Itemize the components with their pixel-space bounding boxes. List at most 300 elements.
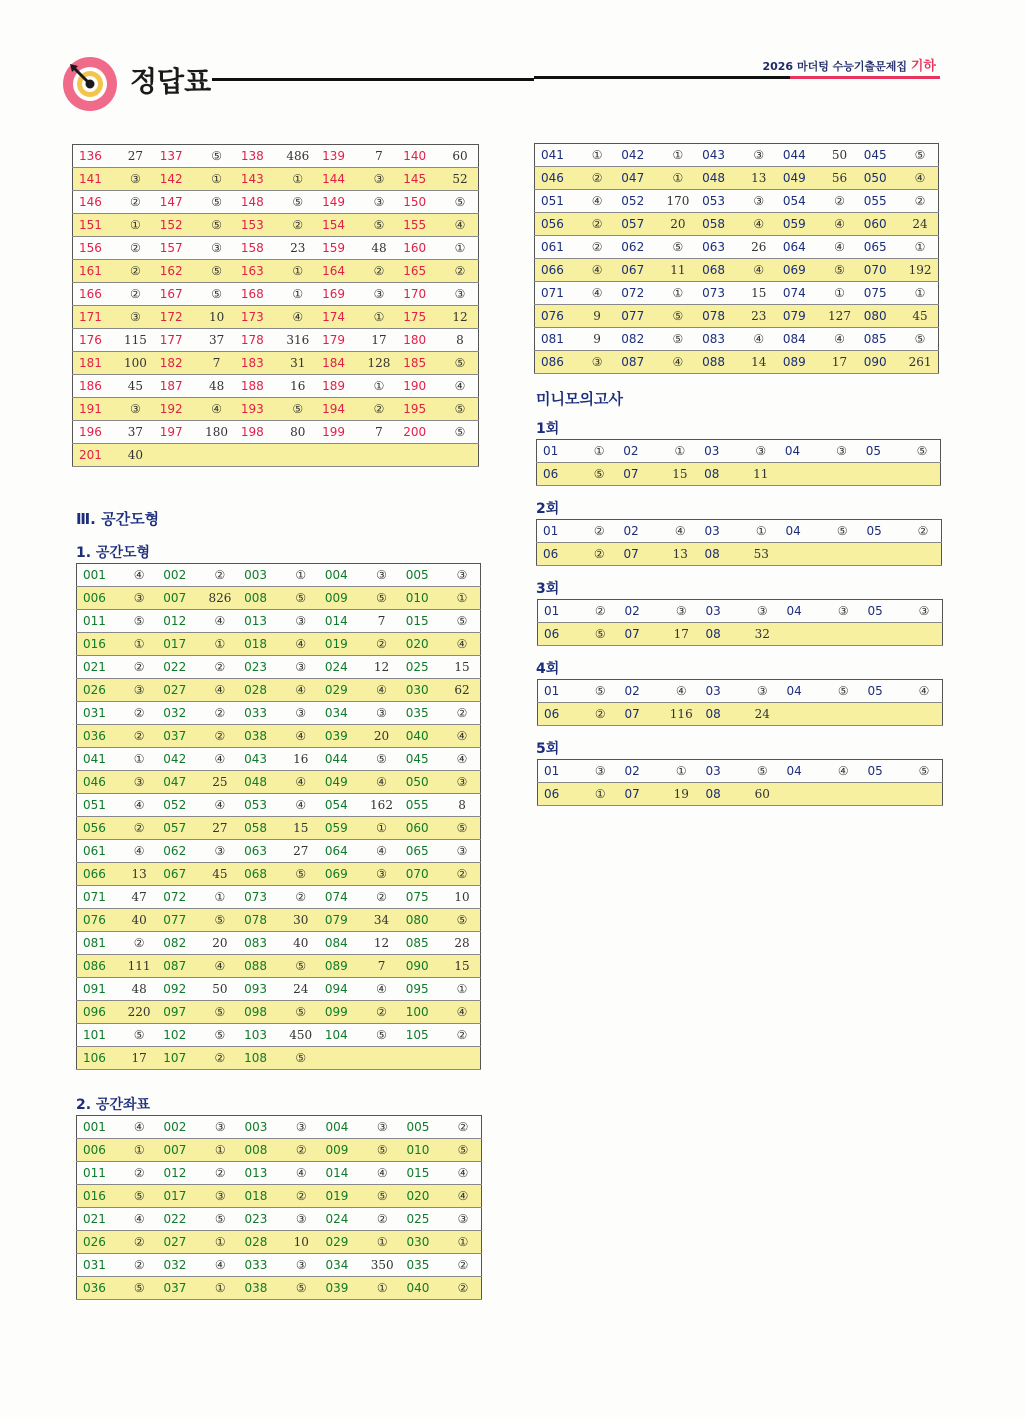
book-name: 마더텅 수능기출문제집 [796, 60, 908, 73]
question-number: 063 [238, 840, 282, 863]
answer-value: ① [579, 144, 615, 167]
question-number: 149 [316, 191, 361, 214]
answer-value: ③ [121, 771, 157, 794]
answer-value: ④ [363, 978, 399, 1001]
question-number: 058 [696, 213, 740, 236]
table-row [77, 725, 481, 748]
question-number: 015 [400, 1162, 445, 1185]
question-number: 053 [238, 794, 282, 817]
answer-value: ② [283, 1185, 319, 1208]
answer-value: ② [202, 1162, 238, 1185]
question-number: 060 [858, 213, 902, 236]
question-number: 089 [319, 955, 363, 978]
question-number: 003 [238, 564, 282, 587]
question-number: 04 [779, 440, 823, 463]
answer-value: ③ [444, 564, 480, 587]
question-number: 108 [238, 1047, 282, 1070]
question-number: 174 [316, 306, 361, 329]
table-row [535, 259, 939, 282]
question-number: 178 [235, 329, 280, 352]
answer-value: ④ [444, 633, 480, 656]
answer-value: 50 [202, 978, 238, 1001]
table-row [77, 1139, 482, 1162]
table-row [73, 421, 479, 444]
answer-value [824, 543, 860, 566]
question-number: 021 [77, 1208, 122, 1231]
answer-value: ⑤ [198, 145, 235, 168]
answer-value: ③ [743, 440, 779, 463]
question-number: 059 [777, 213, 821, 236]
answer-value: ② [121, 1162, 157, 1185]
answer-value: ⑤ [660, 305, 696, 328]
question-number: 042 [157, 748, 201, 771]
answer-value: ④ [442, 375, 479, 398]
table-row [73, 214, 479, 237]
answer-value: ② [121, 1231, 157, 1254]
book-title [740, 55, 936, 74]
question-number: 037 [157, 1277, 202, 1300]
question-number: 073 [696, 282, 740, 305]
answer-value: ④ [202, 610, 238, 633]
answer-value: ① [280, 283, 317, 306]
answer-value: 15 [444, 955, 480, 978]
question-number: 007 [157, 1139, 202, 1162]
question-number: 199 [316, 421, 361, 444]
question-number: 01 [537, 440, 581, 463]
table-row [535, 282, 939, 305]
question-number: 079 [319, 909, 363, 932]
answer-table-space-figure [76, 563, 481, 1070]
question-number: 023 [238, 1208, 283, 1231]
question-number: 014 [319, 610, 363, 633]
question-number: 03 [699, 760, 744, 783]
question-number: 022 [157, 656, 201, 679]
question-number: 008 [238, 587, 282, 610]
answer-value: ④ [825, 760, 861, 783]
question-number: 084 [777, 328, 821, 351]
question-number: 173 [235, 306, 280, 329]
answer-value: ② [202, 564, 238, 587]
answer-value: ② [117, 191, 154, 214]
question-number: 05 [860, 440, 904, 463]
question-number: 081 [77, 932, 121, 955]
question-number: 016 [77, 1185, 122, 1208]
answer-value [198, 444, 235, 467]
answer-value: 20 [660, 213, 696, 236]
answer-value: ① [202, 1231, 238, 1254]
question-number: 074 [319, 886, 363, 909]
question-number: 186 [73, 375, 118, 398]
table-row [538, 600, 943, 623]
question-number: 169 [316, 283, 361, 306]
answer-value: ⑤ [660, 236, 696, 259]
question-number: 066 [535, 259, 579, 282]
answer-value: 40 [117, 444, 154, 467]
table-row [535, 351, 939, 374]
question-number: 079 [777, 305, 821, 328]
question-number: 060 [400, 817, 444, 840]
question-number: 02 [618, 760, 663, 783]
question-number: 172 [154, 306, 199, 329]
question-number: 176 [73, 329, 118, 352]
answer-value: 316 [280, 329, 317, 352]
answer-value: ③ [117, 306, 154, 329]
question-number: 091 [77, 978, 121, 1001]
question-number: 003 [238, 1116, 283, 1139]
answer-value: ② [579, 213, 615, 236]
question-number: 04 [780, 600, 825, 623]
mini-exam-round-3-title: 3회 [536, 581, 560, 597]
answer-value: ② [363, 633, 399, 656]
answer-value: 116 [663, 703, 699, 726]
question-number: 200 [397, 421, 442, 444]
question-number: 080 [400, 909, 444, 932]
answer-value: ④ [444, 1001, 480, 1024]
answer-value: ② [283, 886, 319, 909]
question-number: 032 [157, 1254, 202, 1277]
answer-value: 9 [579, 305, 615, 328]
answer-value: ① [445, 1231, 482, 1254]
table-row [77, 1231, 482, 1254]
answer-value: ① [361, 306, 398, 329]
question-number: 155 [397, 214, 442, 237]
answer-value: ② [283, 1139, 319, 1162]
answer-value: ② [581, 520, 617, 543]
question-number: 01 [538, 600, 583, 623]
answer-value: ③ [202, 1185, 238, 1208]
answer-value: ④ [579, 259, 615, 282]
answer-value: ④ [662, 520, 698, 543]
question-number: 07 [617, 463, 661, 486]
answer-value: 60 [442, 145, 479, 168]
answer-value: ④ [202, 748, 238, 771]
question-number: 097 [157, 1001, 201, 1024]
question-number: 004 [319, 564, 363, 587]
answer-value: ③ [906, 600, 943, 623]
answer-value: ① [743, 520, 779, 543]
answer-value: ⑤ [660, 328, 696, 351]
answer-value: ④ [280, 306, 317, 329]
question-number: 086 [77, 955, 121, 978]
question-number: 168 [235, 283, 280, 306]
question-number: 163 [235, 260, 280, 283]
answer-value: ⑤ [121, 1277, 157, 1300]
question-number: 047 [615, 167, 659, 190]
question-number: 024 [319, 1208, 364, 1231]
answer-value: ② [121, 656, 157, 679]
question-number: 162 [154, 260, 199, 283]
answer-value: 20 [202, 932, 238, 955]
question-number: 141 [73, 168, 118, 191]
answer-value: ⑤ [582, 623, 618, 646]
answer-value: ② [361, 260, 398, 283]
question-number: 019 [319, 1185, 364, 1208]
answer-value: ③ [283, 610, 319, 633]
answer-value: ② [121, 1254, 157, 1277]
answer-value: ④ [579, 282, 615, 305]
question-number: 152 [154, 214, 199, 237]
question-number: 197 [154, 421, 199, 444]
table-row [77, 817, 481, 840]
table-row [77, 1047, 481, 1070]
answer-value: ③ [579, 351, 615, 374]
question-number: 009 [319, 1139, 364, 1162]
question-number: 08 [699, 783, 744, 806]
answer-value: 192 [902, 259, 938, 282]
question-number: 031 [77, 702, 121, 725]
question-number [235, 444, 280, 467]
answer-value: 27 [283, 840, 319, 863]
table-row [77, 633, 481, 656]
question-number: 043 [238, 748, 282, 771]
table-row [535, 167, 939, 190]
question-number: 069 [319, 863, 363, 886]
mini-exam-round-2-title: 2회 [536, 501, 560, 517]
answer-value: ⑤ [442, 398, 479, 421]
question-number: 030 [400, 1231, 445, 1254]
answer-value: 23 [280, 237, 317, 260]
answer-value: ④ [902, 167, 938, 190]
answer-value: ⑤ [198, 214, 235, 237]
question-number: 158 [235, 237, 280, 260]
answer-value: ① [442, 237, 479, 260]
question-number: 041 [77, 748, 121, 771]
answer-value: ⑤ [121, 1185, 157, 1208]
answer-value: ④ [444, 725, 480, 748]
answer-value: ⑤ [198, 191, 235, 214]
table-row [77, 587, 481, 610]
table-row [73, 283, 479, 306]
mini-exam-round-5-title: 5회 [536, 741, 560, 757]
answer-value: 13 [662, 543, 698, 566]
answer-value: 261 [902, 351, 938, 374]
answer-value: ④ [821, 213, 857, 236]
answer-value: ③ [444, 771, 480, 794]
mini-exam-round-3-table [537, 599, 943, 646]
question-number: 002 [157, 1116, 202, 1139]
answer-value: 60 [744, 783, 780, 806]
question-number: 179 [316, 329, 361, 352]
answer-value: 26 [741, 236, 777, 259]
question-number: 028 [238, 679, 282, 702]
question-number: 001 [77, 564, 121, 587]
answer-value: 8 [442, 329, 479, 352]
answer-value: ③ [741, 190, 777, 213]
answer-value: ① [662, 440, 698, 463]
answer-value: 100 [117, 352, 154, 375]
table-row [73, 444, 479, 467]
table-row [77, 886, 481, 909]
answer-value: ② [581, 543, 617, 566]
book-subject: 기하 [910, 59, 936, 74]
question-number: 093 [238, 978, 282, 1001]
answer-value: ② [202, 1047, 238, 1070]
question-number: 067 [615, 259, 659, 282]
question-number: 025 [400, 656, 444, 679]
subsection-title-space-figure: 1. 공간도형 [76, 545, 151, 561]
question-number: 050 [400, 771, 444, 794]
question-number: 044 [777, 144, 821, 167]
question-number: 147 [154, 191, 199, 214]
question-number: 02 [618, 680, 663, 703]
question-number: 076 [535, 305, 579, 328]
answer-value: ④ [202, 679, 238, 702]
answer-value: ② [579, 167, 615, 190]
answer-value: 62 [444, 679, 480, 702]
header-rule-left [212, 78, 534, 81]
answer-value: ③ [663, 600, 699, 623]
question-number: 073 [238, 886, 282, 909]
answer-value: ③ [121, 679, 157, 702]
question-number: 171 [73, 306, 118, 329]
answer-value: ④ [121, 1116, 157, 1139]
question-number: 027 [157, 679, 201, 702]
question-number: 05 [861, 680, 906, 703]
answer-value: ② [445, 1254, 482, 1277]
question-number: 029 [319, 1231, 364, 1254]
question-number: 06 [538, 783, 583, 806]
question-number: 140 [397, 145, 442, 168]
question-number: 071 [535, 282, 579, 305]
question-number: 049 [777, 167, 821, 190]
answer-value: ⑤ [363, 587, 399, 610]
target-icon [62, 56, 118, 112]
answer-table-041-090 [534, 143, 939, 374]
answer-value: ⑤ [744, 760, 780, 783]
question-number [397, 444, 442, 467]
answer-value: ③ [823, 440, 859, 463]
question-number: 099 [319, 1001, 363, 1024]
answer-value: ② [121, 817, 157, 840]
table-row [535, 190, 939, 213]
table-row [77, 1277, 482, 1300]
question-number: 182 [154, 352, 199, 375]
question-number: 023 [238, 656, 282, 679]
answer-value: 7 [363, 610, 399, 633]
question-number: 051 [535, 190, 579, 213]
question-number: 012 [157, 610, 201, 633]
answer-value: ③ [121, 587, 157, 610]
answer-value: ① [582, 783, 618, 806]
answer-value: ② [117, 283, 154, 306]
question-number: 008 [238, 1139, 283, 1162]
answer-value: ② [363, 1001, 399, 1024]
answer-value: ① [283, 564, 319, 587]
question-number: 104 [319, 1024, 363, 1047]
question-number: 012 [157, 1162, 202, 1185]
answer-value: ③ [445, 1208, 482, 1231]
answer-value: 37 [117, 421, 154, 444]
question-number: 067 [157, 863, 201, 886]
question-number: 01 [538, 680, 583, 703]
table-row [538, 680, 943, 703]
table-row [537, 440, 941, 463]
answer-value: ④ [283, 1162, 319, 1185]
question-number: 095 [400, 978, 444, 1001]
answer-value: ② [280, 214, 317, 237]
answer-value: ③ [202, 840, 238, 863]
question-number [400, 1047, 444, 1070]
answer-value: 48 [121, 978, 157, 1001]
answer-value: ⑤ [444, 610, 480, 633]
question-number: 004 [319, 1116, 364, 1139]
answer-value: ④ [741, 213, 777, 236]
question-number: 085 [400, 932, 444, 955]
question-number: 009 [319, 587, 363, 610]
mini-exam-round-1-table [536, 439, 941, 486]
answer-table-136-201 [72, 144, 479, 467]
question-number [779, 543, 824, 566]
answer-value: ② [202, 702, 238, 725]
question-number: 058 [238, 817, 282, 840]
answer-value: ④ [821, 328, 857, 351]
answer-value [905, 543, 942, 566]
answer-value: 12 [363, 656, 399, 679]
answer-value: ③ [363, 564, 399, 587]
table-row [77, 978, 481, 1001]
table-row [77, 794, 481, 817]
answer-value: 15 [444, 656, 480, 679]
question-number [319, 1047, 363, 1070]
question-number: 071 [77, 886, 121, 909]
answer-value: ④ [283, 725, 319, 748]
question-number: 077 [615, 305, 659, 328]
answer-value: ⑤ [364, 1139, 400, 1162]
question-number: 086 [535, 351, 579, 374]
question-number: 08 [698, 463, 742, 486]
question-number: 044 [319, 748, 363, 771]
answer-value: 12 [442, 306, 479, 329]
answer-value: 53 [743, 543, 779, 566]
answer-value: ④ [202, 794, 238, 817]
answer-value: ⑤ [283, 955, 319, 978]
answer-value: ⑤ [202, 1001, 238, 1024]
question-number: 146 [73, 191, 118, 214]
answer-value: ⑤ [442, 191, 479, 214]
table-row [73, 260, 479, 283]
question-number: 05 [861, 760, 906, 783]
answer-value: 15 [741, 282, 777, 305]
question-number: 101 [77, 1024, 121, 1047]
table-row [77, 1254, 482, 1277]
question-number: 016 [77, 633, 121, 656]
answer-value: ④ [283, 633, 319, 656]
answer-value: ④ [121, 1208, 157, 1231]
table-row [77, 840, 481, 863]
answer-value: 24 [744, 703, 780, 726]
question-number: 04 [780, 760, 825, 783]
question-number: 057 [157, 817, 201, 840]
answer-value: 27 [117, 145, 154, 168]
question-number: 083 [696, 328, 740, 351]
answer-value: 13 [121, 863, 157, 886]
question-number: 090 [858, 351, 902, 374]
answer-value: ④ [364, 1162, 400, 1185]
answer-value: ⑤ [906, 760, 943, 783]
question-number: 046 [535, 167, 579, 190]
mini-exam-round-1-title: 1회 [536, 421, 560, 437]
answer-value: 50 [821, 144, 857, 167]
question-number: 078 [696, 305, 740, 328]
section-title-space-figure: Ⅲ. 공간도형 [76, 510, 160, 528]
answer-value: ④ [202, 955, 238, 978]
question-number: 018 [238, 1185, 283, 1208]
answer-value: ② [202, 656, 238, 679]
question-number: 040 [400, 1277, 445, 1300]
question-number: 082 [615, 328, 659, 351]
section-title-mini-exam: 미니모의고사 [536, 390, 623, 408]
question-number: 010 [400, 587, 444, 610]
